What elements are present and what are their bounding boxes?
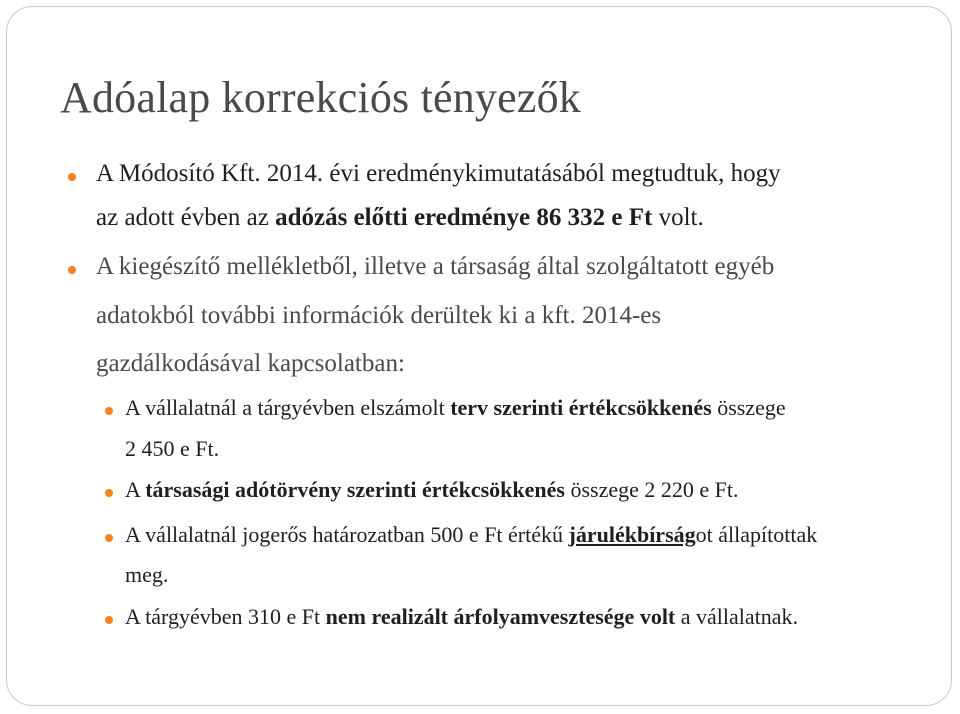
sub-4-tail: a vállalatnak. (675, 604, 799, 629)
sub-bullet-1-line-2: 2 450 e Ft. (125, 436, 220, 461)
sub-bullet-1-line-1 (125, 395, 786, 421)
sub-3-bold-underline: járulékbírság (568, 522, 696, 547)
sub-2-tail: összege 2 220 e Ft. (564, 477, 739, 502)
bullet-1-text: az adott évben az (96, 204, 276, 231)
sub-1-tail: összege (711, 395, 786, 420)
sub-4-bold: nem realizált árfolyamvesztesége volt (325, 604, 676, 629)
bullet-dot (68, 173, 76, 181)
sub-3-text: A vállalatnál jogerős határozatban 500 e Ft értékű (125, 522, 569, 547)
sub-bullet-3-line-2: meg. (125, 562, 169, 587)
slide-title: Adóalap korrekciós tényezők (60, 73, 581, 122)
bullet-1-bold: adózás előtti eredménye 86 332 e Ft (275, 204, 653, 231)
bullet-2-line-3: gazdálkodásával kapcsolatban: (96, 350, 405, 377)
sub-bullet-2-line-1 (125, 477, 739, 503)
sub-1-text: A vállalatnál a tárgyévben elszámolt (125, 395, 451, 420)
bullet-1-line-1: A Módosító Kft. 2014. évi eredménykimutatásából megtudtuk, hogy (96, 160, 781, 187)
sub-bullet-4-line-1 (125, 604, 798, 630)
sub-bullet-dot (105, 534, 113, 542)
sub-2-bold: társasági adótörvény szerinti értékcsökkenés (145, 477, 565, 502)
sub-bullet-dot (105, 407, 113, 415)
bullet-2-line-1: A kiegészítő mellékletből, illetve a társaság által szolgáltatott egyéb (96, 253, 775, 280)
sub-4-text: A tárgyévben 310 e Ft (125, 604, 326, 629)
sub-bullet-3-line-1 (125, 522, 817, 548)
bullet-2-line-2: adatokból további információk derültek ki a kft. 2014-es (96, 302, 662, 329)
sub-bullet-dot (105, 616, 113, 624)
sub-bullet-dot (105, 489, 113, 497)
bullet-1-line-2 (96, 204, 704, 232)
sub-2-text: A (125, 477, 146, 502)
sub-3-tail: ot állapítottak (695, 522, 818, 547)
bullet-dot (68, 266, 76, 274)
sub-1-bold: terv szerinti értékcsökkenés (450, 395, 712, 420)
bullet-1-tail: volt. (652, 204, 704, 231)
